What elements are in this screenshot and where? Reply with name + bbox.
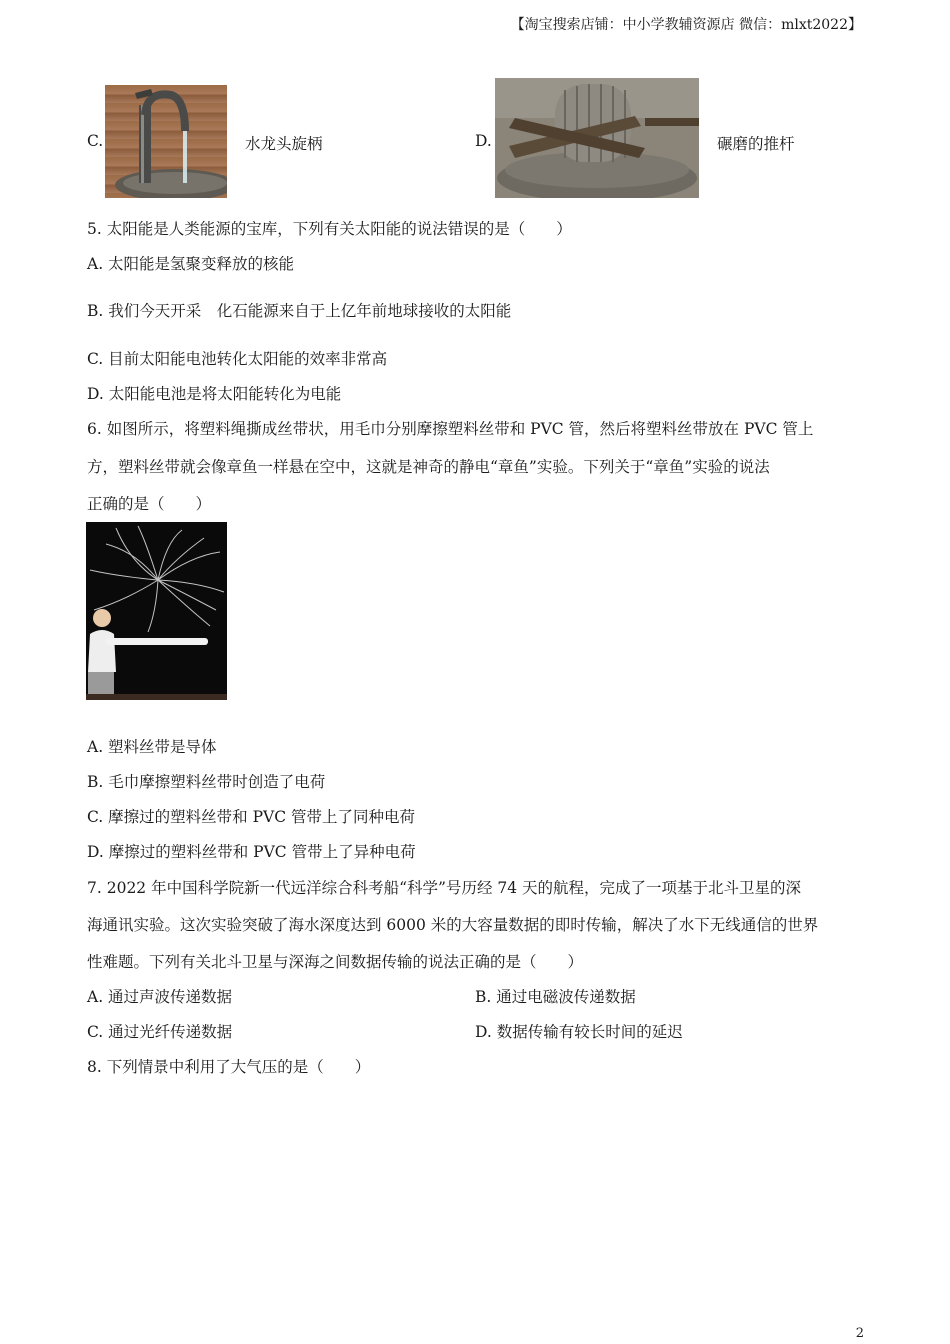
q4-option-c-text: 水龙头旋柄 <box>245 135 323 153</box>
static-octopus-image <box>86 522 227 700</box>
q5-option-d: D. 太阳能电池是将太阳能转化为电能 <box>87 385 342 403</box>
q7-option-a: A. 通过声波传递数据 <box>87 988 233 1006</box>
q6-option-a: A. 塑料丝带是导体 <box>87 738 217 756</box>
q7-option-b: B. 通过电磁波传递数据 <box>475 988 636 1006</box>
q4-option-d-label: D. <box>475 132 492 150</box>
q6-stem-line-2: 方，塑料丝带就会像章鱼一样悬在空中，这就是神奇的静电“章鱼”实验。下列关于“章鱼”实验的说法 <box>87 458 770 476</box>
q6-option-d: D. 摩擦过的塑料丝带和 PVC 管带上了异种电荷 <box>87 843 416 861</box>
q6-stem-line-1: 6. 如图所示，将塑料绳撕成丝带状，用毛巾分别摩擦塑料丝带和 PVC 管，然后将塑料丝带放在 PVC 管上 <box>87 420 814 438</box>
faucet-image <box>105 85 227 198</box>
millstone-image <box>495 78 699 198</box>
page-number: 2 <box>855 1326 864 1341</box>
q8-stem: 8. 下列情景中利用了大气压的是（ ） <box>87 1058 371 1076</box>
q6-option-c: C. 摩擦过的塑料丝带和 PVC 管带上了同种电荷 <box>87 808 415 826</box>
q5-stem: 5. 太阳能是人类能源的宝库，下列有关太阳能的说法错误的是（ ） <box>87 220 572 238</box>
q7-stem-line-1: 7. 2022 年中国科学院新一代远洋综合科考船“科学”号历经 74 天的航程，完成了一项基于北斗卫星的深 <box>87 879 802 897</box>
q7-option-d: D. 数据传输有较长时间的延迟 <box>475 1023 683 1041</box>
q6-stem-line-3: 正确的是（ ） <box>87 495 212 513</box>
q7-stem-line-3: 性难题。下列有关北斗卫星与深海之间数据传输的说法正确的是（ ） <box>87 953 584 971</box>
q7-stem-line-2: 海通讯实验。这次实验突破了海水深度达到 6000 米的大容量数据的即时传输，解决了水下无线通信的世界 <box>87 916 819 934</box>
q4-option-d-text: 碾磨的推杆 <box>717 135 795 153</box>
q4-option-c-label: C. <box>87 132 104 150</box>
q5-option-a: A. 太阳能是氢聚变释放的核能 <box>87 255 295 273</box>
q6-option-b: B. 毛巾摩擦塑料丝带时创造了电荷 <box>87 773 326 791</box>
q7-option-c: C. 通过光纤传递数据 <box>87 1023 233 1041</box>
q5-option-c: C. 目前太阳能电池转化太阳能的效率非常高 <box>87 350 388 368</box>
q5-option-b: B. 我们今天开采 化石能源来自于上亿年前地球接收的太阳能 <box>87 302 512 320</box>
page-header: 【淘宝搜索店铺：中小学教辅资源店 微信：mlxt2022】 <box>510 17 862 33</box>
